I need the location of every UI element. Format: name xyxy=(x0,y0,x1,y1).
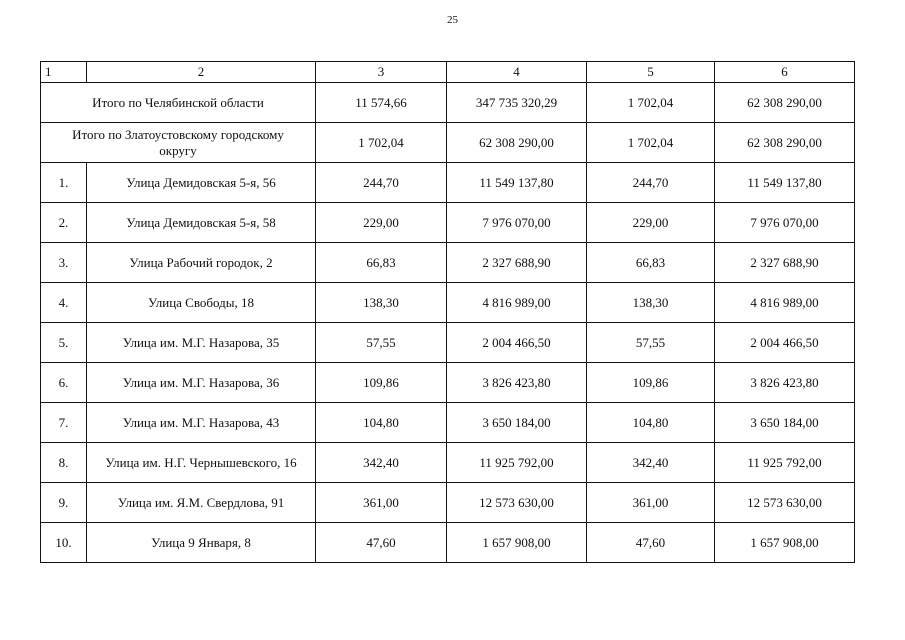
value-cell-5: 244,70 xyxy=(587,163,715,203)
value-cell-4: 1 657 908,00 xyxy=(447,523,587,563)
table-body xyxy=(41,62,855,563)
table-row xyxy=(41,403,855,443)
value-cell-3: 104,80 xyxy=(316,403,447,443)
total-cell-3: 1 702,04 xyxy=(316,123,447,163)
value-cell-4: 7 976 070,00 xyxy=(447,203,587,243)
total-row-region xyxy=(41,83,855,123)
value-cell-6: 3 826 423,80 xyxy=(715,363,855,403)
value-cell-4: 2 327 688,90 xyxy=(447,243,587,283)
row-number-cell: 7. xyxy=(41,403,87,443)
address-cell: Улица им. Н.Г. Чернышевского, 16 xyxy=(87,443,316,483)
address-cell: Улица 9 Января, 8 xyxy=(87,523,316,563)
table-row xyxy=(41,483,855,523)
value-cell-3: 66,83 xyxy=(316,243,447,283)
address-cell: Улица Демидовская 5-я, 56 xyxy=(87,163,316,203)
row-number-cell: 9. xyxy=(41,483,87,523)
value-cell-4: 3 650 184,00 xyxy=(447,403,587,443)
value-cell-3: 244,70 xyxy=(316,163,447,203)
total-cell-5: 1 702,04 xyxy=(587,83,715,123)
header-cell-1: 1 xyxy=(41,62,87,83)
value-cell-6: 7 976 070,00 xyxy=(715,203,855,243)
total-cell-3: 11 574,66 xyxy=(316,83,447,123)
address-cell: Улица Свободы, 18 xyxy=(87,283,316,323)
header-cell-2: 2 xyxy=(87,62,316,83)
table-header-row xyxy=(41,62,855,83)
header-cell-5: 5 xyxy=(587,62,715,83)
value-cell-5: 229,00 xyxy=(587,203,715,243)
value-cell-3: 57,55 xyxy=(316,323,447,363)
value-cell-6: 11 925 792,00 xyxy=(715,443,855,483)
row-number-cell: 8. xyxy=(41,443,87,483)
address-cell: Улица Демидовская 5-я, 58 xyxy=(87,203,316,243)
row-number-cell: 2. xyxy=(41,203,87,243)
total-label: Итого по Челябинской области xyxy=(41,83,316,123)
value-cell-5: 342,40 xyxy=(587,443,715,483)
table-row xyxy=(41,443,855,483)
total-row-district xyxy=(41,123,855,163)
row-number-cell: 10. xyxy=(41,523,87,563)
table-row xyxy=(41,363,855,403)
value-cell-4: 11 549 137,80 xyxy=(447,163,587,203)
address-cell: Улица им. М.Г. Назарова, 35 xyxy=(87,323,316,363)
value-cell-6: 3 650 184,00 xyxy=(715,403,855,443)
value-cell-3: 229,00 xyxy=(316,203,447,243)
address-cell: Улица Рабочий городок, 2 xyxy=(87,243,316,283)
value-cell-5: 47,60 xyxy=(587,523,715,563)
value-cell-4: 2 004 466,50 xyxy=(447,323,587,363)
value-cell-3: 361,00 xyxy=(316,483,447,523)
table-row xyxy=(41,283,855,323)
value-cell-6: 1 657 908,00 xyxy=(715,523,855,563)
table-row xyxy=(41,523,855,563)
value-cell-3: 109,86 xyxy=(316,363,447,403)
total-cell-4: 347 735 320,29 xyxy=(447,83,587,123)
value-cell-6: 4 816 989,00 xyxy=(715,283,855,323)
header-cell-4: 4 xyxy=(447,62,587,83)
table-row xyxy=(41,163,855,203)
value-cell-3: 342,40 xyxy=(316,443,447,483)
data-table xyxy=(40,61,855,563)
value-cell-4: 3 826 423,80 xyxy=(447,363,587,403)
table-row xyxy=(41,323,855,363)
value-cell-5: 104,80 xyxy=(587,403,715,443)
value-cell-3: 47,60 xyxy=(316,523,447,563)
header-cell-3: 3 xyxy=(316,62,447,83)
value-cell-6: 2 327 688,90 xyxy=(715,243,855,283)
value-cell-3: 138,30 xyxy=(316,283,447,323)
value-cell-6: 2 004 466,50 xyxy=(715,323,855,363)
page-number: 25 xyxy=(447,14,458,26)
value-cell-6: 11 549 137,80 xyxy=(715,163,855,203)
total-cell-6: 62 308 290,00 xyxy=(715,123,855,163)
row-number-cell: 3. xyxy=(41,243,87,283)
total-cell-5: 1 702,04 xyxy=(587,123,715,163)
row-number-cell: 5. xyxy=(41,323,87,363)
total-cell-6: 62 308 290,00 xyxy=(715,83,855,123)
value-cell-5: 361,00 xyxy=(587,483,715,523)
value-cell-5: 109,86 xyxy=(587,363,715,403)
value-cell-6: 12 573 630,00 xyxy=(715,483,855,523)
total-cell-4: 62 308 290,00 xyxy=(447,123,587,163)
value-cell-5: 66,83 xyxy=(587,243,715,283)
address-cell: Улица им. Я.М. Свердлова, 91 xyxy=(87,483,316,523)
value-cell-5: 57,55 xyxy=(587,323,715,363)
row-number-cell: 4. xyxy=(41,283,87,323)
table-row xyxy=(41,203,855,243)
address-cell: Улица им. М.Г. Назарова, 36 xyxy=(87,363,316,403)
value-cell-4: 4 816 989,00 xyxy=(447,283,587,323)
value-cell-5: 138,30 xyxy=(587,283,715,323)
value-cell-4: 11 925 792,00 xyxy=(447,443,587,483)
row-number-cell: 6. xyxy=(41,363,87,403)
row-number-cell: 1. xyxy=(41,163,87,203)
value-cell-4: 12 573 630,00 xyxy=(447,483,587,523)
total-label: Итого по Златоустовскому городскому округу xyxy=(41,123,316,163)
table-row xyxy=(41,243,855,283)
header-cell-6: 6 xyxy=(715,62,855,83)
address-cell: Улица им. М.Г. Назарова, 43 xyxy=(87,403,316,443)
